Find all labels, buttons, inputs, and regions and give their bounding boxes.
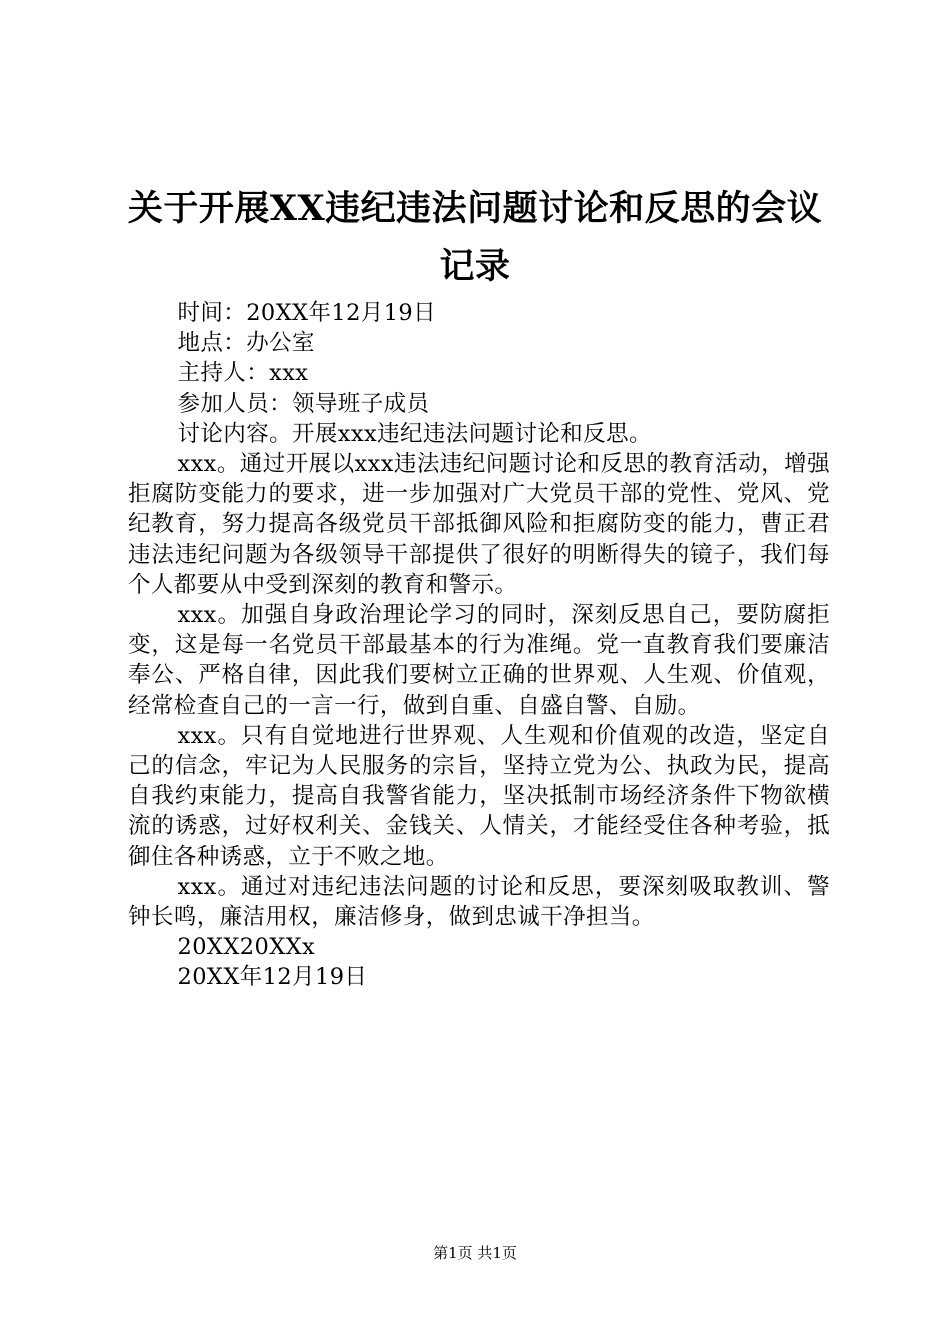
meeting-attendees: 参加人员：领导班子成员	[177, 390, 430, 417]
document-title: 关于开展XX违纪违法问题讨论和反思的会议	[127, 188, 823, 229]
body-paragraph: xxx。通过开展以xxx违法违纪问题讨论和反思的教育活动，增强拒腐防变能力的要求，进一步加强对广大党员干部的党性、党风、党纪教育，努力提高各级党员干部抵御风险和拒腐防变的能力，曹正君违法违纪问题为各级领导干部提供了很好的明断得失的镜子，我们每个人都要从中受到深刻的教育和警示。	[128, 451, 830, 598]
body-paragraph: xxx。只有自觉地进行世界观、人生观和价值观的改造，坚定自己的信念，牢记为人民服务的宗旨，坚持立党为公、执政为民，提高自我约束能力，提高自我警省能力，坚决抵制市场经济条件下物欲横流的诱惑，过好权利关、金钱关、人情关，才能经受住各种考验，抵御住各种诱惑，立于不败之地。	[128, 722, 830, 870]
meeting-place: 地点：办公室	[177, 330, 315, 357]
page-footer: 第1页 共1页	[433, 1244, 517, 1262]
document-date: 20XX年12月19日	[177, 964, 368, 991]
body-paragraph: xxx。通过对违纪违法问题的讨论和反思，要深刻吸取教训、警钟长鸣，廉洁用权，廉洁修身，做到忠诚干净担当。	[128, 873, 830, 931]
document-title-continued: 记录	[439, 246, 511, 287]
meeting-topic: 讨论内容。开展xxx违纪违法问题讨论和反思。	[177, 420, 652, 447]
meeting-host: 主持人：xxx	[177, 360, 309, 387]
signature-line: 20XX20XXx	[177, 934, 316, 961]
meeting-time: 时间：20XX年12月19日	[177, 300, 437, 326]
document-body	[128, 298, 830, 993]
body-paragraph: xxx。加强自身政治理论学习的同时，深刻反思自己，要防腐拒变，这是每一名党员干部最基本的行为准绳。党一直教育我们要廉洁奉公、严格自律，因此我们要树立正确的世界观、人生观、价值观，经常检查自己的一言一行，做到自重、自盛自警、自励。	[128, 602, 830, 719]
